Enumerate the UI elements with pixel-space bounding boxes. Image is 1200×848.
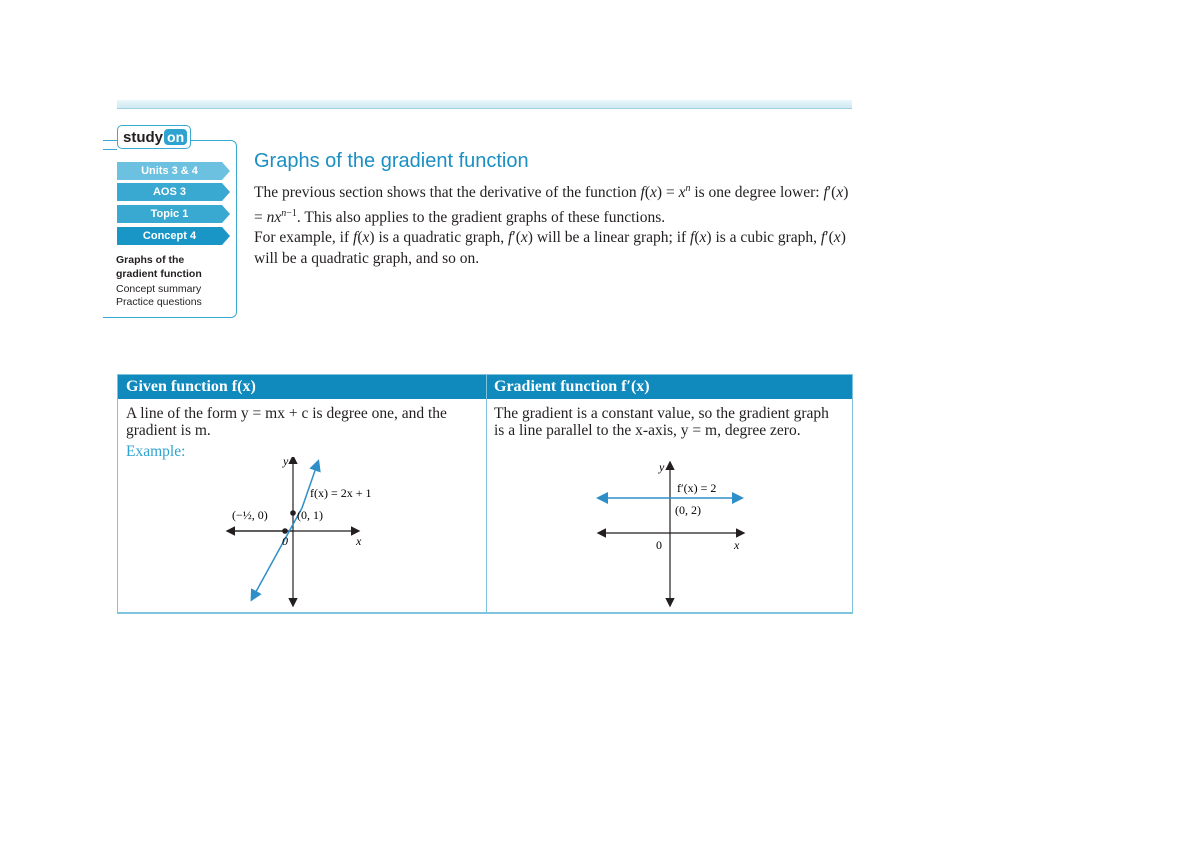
table-header-gradient: Gradient function f′(x) — [494, 378, 650, 395]
top-rule — [117, 100, 852, 109]
right-point-label: (0, 2) — [675, 503, 701, 517]
logo-on-badge: on — [164, 129, 187, 145]
p1-text-a: The previous section shows that the derivative of the function — [254, 184, 641, 202]
concept-summary-link[interactable]: Concept summary — [116, 283, 202, 295]
right-func-label: f′(x) = 2 — [677, 481, 717, 495]
p2-text-c: will be a linear graph; if — [532, 229, 691, 247]
table-header-given: Given function f(x) — [126, 378, 256, 395]
right-x-label: x — [734, 538, 740, 552]
left-intercept-label: (−½, 0) — [232, 508, 268, 522]
p1-text-b: is one degree lower: — [690, 184, 824, 202]
left-point-label: (0, 1) — [297, 508, 323, 522]
logo-study-text: study — [123, 128, 164, 146]
p2-text-b: is a quadratic graph, — [374, 229, 508, 247]
gradient-cell-text: The gradient is a constant value, so the gradient graph is a line parallel to the x-axis, y = m, degree zero. — [494, 405, 829, 439]
paragraph-1: The previous section shows that the derivative of the function $f(x) = x^n$ is one degree lower: $f'(x) = nx^{n-1}$. This also applies to the gradient graphs of these functions. — [254, 183, 849, 226]
studyon-logo[interactable] — [117, 125, 191, 149]
left-y-label: y — [283, 457, 289, 468]
paragraph-2: For example, if f(x) is a quadratic graph, f′(x) will be a linear graph; if f(x) is a cubic graph, f′(x) will be a quadratic graph, and so on. — [254, 229, 846, 267]
y-intercept-point — [290, 510, 296, 516]
x-intercept-point — [282, 528, 288, 534]
left-origin-label: 0 — [282, 534, 288, 548]
given-cell-text: A line of the form y = mx + c is degree one, and the gradient is m. — [126, 405, 447, 439]
section-title: Graphs of the gradient function — [254, 150, 529, 172]
p2-text-d: is a cubic graph, — [711, 229, 821, 247]
left-x-label: x — [356, 534, 362, 548]
constant-gradient-graph — [593, 461, 853, 611]
comparison-table — [117, 374, 853, 613]
tab-concept[interactable]: Concept 4 — [117, 227, 222, 245]
p1-text-c: . This also applies to the gradient graphs of these functions. — [296, 208, 666, 226]
concept-title[interactable] — [116, 254, 202, 281]
tab-aos[interactable]: AOS 3 — [117, 183, 222, 201]
concept-title-line1: Graphs of the — [116, 254, 185, 266]
linear-function-graph — [218, 457, 488, 607]
p2-text-e: will be a quadratic graph, and so on. — [254, 249, 480, 267]
tab-units[interactable]: Units 3 & 4 — [117, 162, 222, 180]
example-label: Example: — [126, 443, 186, 460]
section-body — [254, 179, 854, 269]
left-func-label: f(x) = 2x + 1 — [310, 486, 372, 500]
table-bottom-rule — [117, 612, 853, 614]
right-origin-label: 0 — [656, 538, 662, 552]
right-y-label: y — [659, 461, 665, 474]
practice-questions-link[interactable]: Practice questions — [116, 296, 202, 308]
tab-topic[interactable]: Topic 1 — [117, 205, 222, 223]
function-line — [302, 462, 318, 508]
concept-title-line2: gradient function — [116, 267, 202, 280]
p2-text-a: For example, if — [254, 229, 354, 247]
